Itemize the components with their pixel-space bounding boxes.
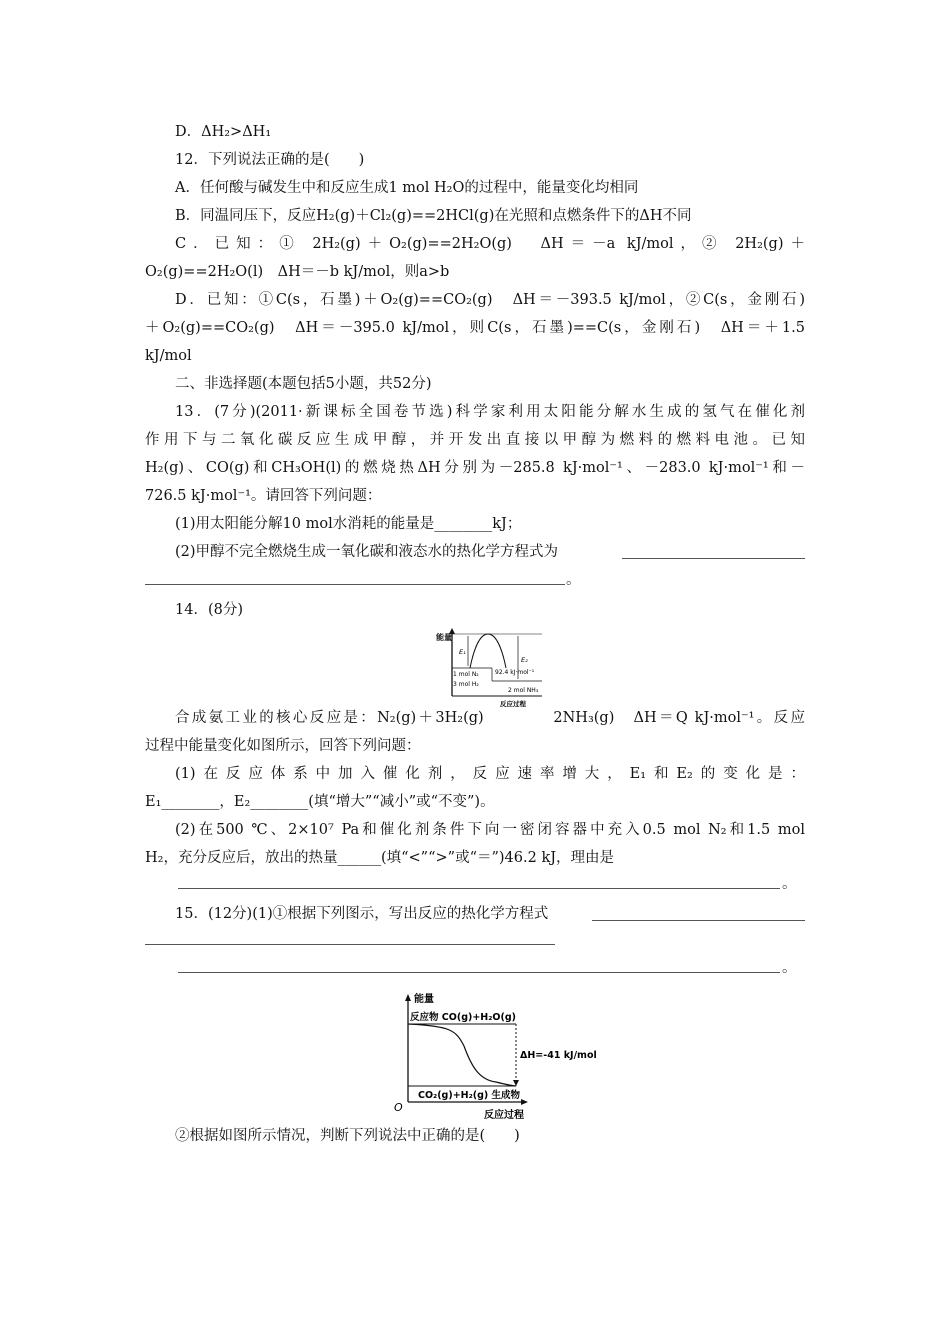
question-13-part-2: (2)甲醇不完全燃烧生成一氧化碳和液态水的热化学方程式为 xyxy=(175,544,559,560)
question-13-part-1: (1)用太阳能分解10 mol水消耗的能量是________kJ； xyxy=(175,516,522,532)
delta-h-label: 92.4 kJ·mol⁻¹ xyxy=(495,669,535,676)
reactants-label: 反应物 CO(g)+H₂O(g) xyxy=(410,1012,516,1023)
origin-label: O xyxy=(394,1101,403,1114)
period-mark: 。 xyxy=(782,876,797,892)
question-14-reaction-cont: 过程中能量变化如图所示，回答下列问题： xyxy=(145,738,421,754)
question-12-option-c-cont: O₂(g)==2H₂O(l) ΔH＝－b kJ/mol，则a>b xyxy=(145,264,450,280)
y-axis-label: 能量 xyxy=(436,633,452,642)
question-15-stem: 15．(12分)(1)①根据下列图示，写出反应的热化学方程式 xyxy=(175,906,549,922)
answer-blank-line xyxy=(145,584,565,585)
question-14-part-2: (2)在500 ℃、2×10⁷ Pa和催化剂条件下向一密闭容器中充入0.5 mol N₂和1.5 mol xyxy=(175,822,805,838)
question-12-option-d-cont2: kJ/mol xyxy=(145,348,192,364)
question-14-part-1: (1)在反应体系中加入催化剂，反应速率增大，E₁和E₂的变化是： xyxy=(175,766,805,782)
reactant-h2-label: 3 mol H₂ xyxy=(453,681,479,688)
y-axis-label: 能量 xyxy=(414,994,434,1005)
x-axis-label: 反应过程 xyxy=(484,1110,524,1120)
x-axis-label: 反应过程 xyxy=(500,700,526,708)
question-13-stem: 13．(7分)(2011·新课标全国卷节选)科学家利用太阳能分解水生成的氢气在催化剂 xyxy=(175,404,805,420)
question-12-option-d-cont: ＋O₂(g)==CO₂(g) ΔH＝－395.0 kJ/mol，则C(s，石墨)==C(s，金刚石) ΔH＝＋1.5 xyxy=(145,320,805,336)
co-water-energy-diagram xyxy=(390,990,610,1120)
answer-blank-line xyxy=(622,558,805,559)
question-13-stem-cont: 作用下与二氧化碳反应生成甲醇，并开发出直接以甲醇为燃料的燃料电池。已知 xyxy=(145,432,805,448)
answer-blank-line xyxy=(178,972,780,973)
answer-blank-line xyxy=(592,920,805,921)
delta-h-label: ΔH=-41 kJ/mol xyxy=(520,1050,597,1061)
product-nh3-label: 2 mol NH₃ xyxy=(508,687,539,694)
question-12-option-d: D．已知：①C(s，石墨)＋O₂(g)==CO₂(g) ΔH＝－393.5 kJ/mol，②C(s，金刚石) xyxy=(175,292,805,308)
question-14-part-2-cont: H₂，充分反应后，放出的热量______(填“<”“>”或“＝”)46.2 kJ，理由是 xyxy=(145,850,615,866)
answer-blank-line xyxy=(145,944,555,945)
reactant-n2-label: 1 mol N₂ xyxy=(453,671,479,678)
period-mark: 。 xyxy=(782,960,797,976)
question-14-reaction: 合成氨工业的核心反应是：N₂(g)＋3H₂(g) 2NH₃(g) ΔH＝Q kJ·mol⁻¹。反应 xyxy=(175,710,805,726)
question-12-stem: 12．下列说法正确的是( ) xyxy=(175,152,365,168)
ammonia-energy-diagram xyxy=(422,626,552,708)
question-14-stem: 14．(8分) xyxy=(175,602,243,618)
question-12-option-c: C．已知：① 2H₂(g)＋O₂(g)==2H₂O(g) ΔH＝－a kJ/mol，② 2H₂(g)＋ xyxy=(175,236,805,252)
question-14-part-1-cont: E₁________，E₂________(填“增大”“减小”或“不变”)。 xyxy=(145,794,495,810)
answer-blank-line xyxy=(178,888,780,889)
section-heading: 二、非选择题(本题包括5小题，共52分) xyxy=(175,376,432,392)
question-13-stem-cont2: H₂(g)、CO(g)和CH₃OH(l)的燃烧热ΔH分别为－285.8 kJ·mol⁻¹、－283.0 kJ·mol⁻¹和－ xyxy=(145,460,805,476)
products-label: CO₂(g)+H₂(g) 生成物 xyxy=(418,1090,521,1101)
option-d-q11: D．ΔH₂>ΔH₁ xyxy=(175,124,272,140)
e1-label: E₁ xyxy=(459,648,466,656)
period-mark: 。 xyxy=(566,572,581,588)
question-12-option-a: A．任何酸与碱发生中和反应生成1 mol H₂O的过程中，能量变化均相同 xyxy=(175,180,639,196)
question-12-option-b: B．同温同压下，反应H₂(g)＋Cl₂(g)==2HCl(g)在光照和点燃条件下的ΔH不同 xyxy=(175,208,692,224)
question-15-part-2: ②根据如图所示情况，判断下列说法中正确的是( ) xyxy=(175,1128,520,1144)
question-13-stem-cont3: 726.5 kJ·mol⁻¹。请回答下列问题： xyxy=(145,488,382,504)
e2-label: E₂ xyxy=(521,656,528,664)
